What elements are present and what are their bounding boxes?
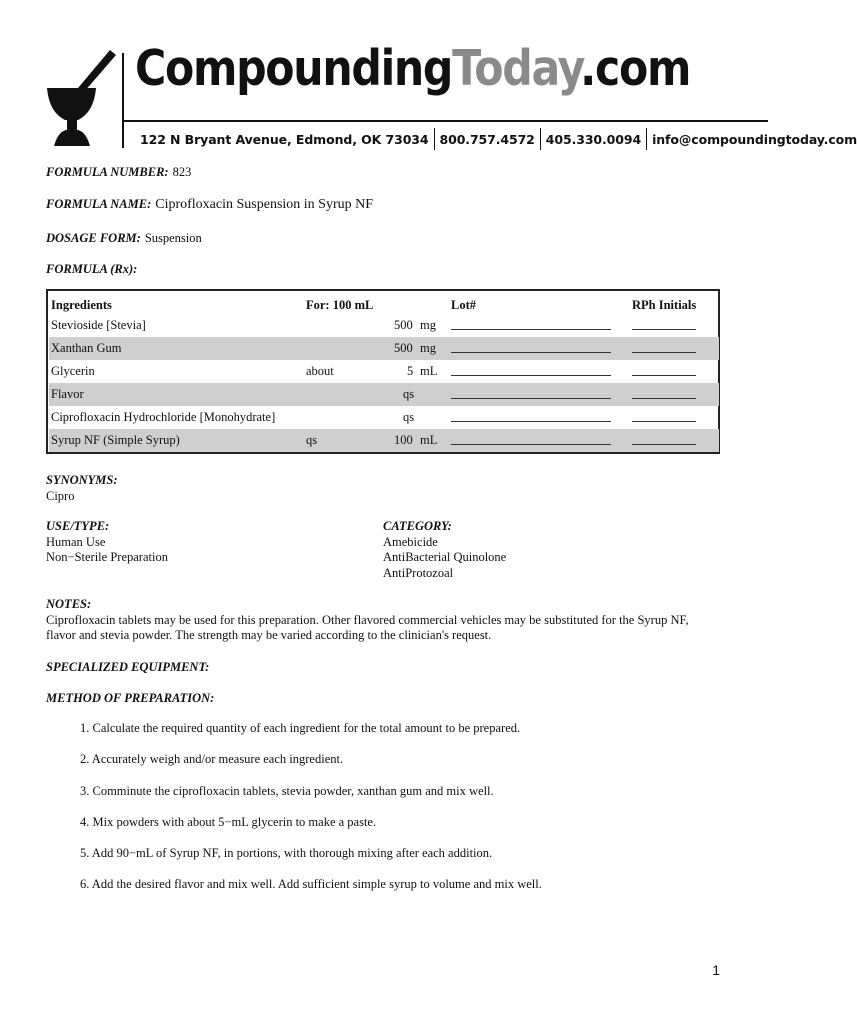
header-divider-horizontal bbox=[124, 120, 768, 122]
dosage-form-value: Suspension bbox=[144, 231, 202, 245]
table-row bbox=[49, 337, 719, 360]
col-header-ingredients: Ingredients bbox=[51, 298, 112, 312]
ingredient-unit: mg bbox=[420, 341, 436, 355]
ingredient-unit: mL bbox=[420, 433, 438, 447]
ingredients-table bbox=[46, 289, 720, 454]
category-item: AntiBacterial Quinolone bbox=[383, 550, 507, 565]
contact-separator bbox=[646, 128, 647, 150]
category-label: CATEGORY: bbox=[383, 519, 452, 533]
formula-name bbox=[46, 195, 373, 213]
col-header-for: For: 100 mL bbox=[306, 298, 374, 312]
ingredient-amount: 100 bbox=[394, 433, 413, 447]
rph-blank[interactable] bbox=[632, 398, 696, 399]
contact-line bbox=[140, 128, 857, 150]
table-row bbox=[49, 406, 719, 429]
ingredient-amount: 500 bbox=[394, 341, 413, 355]
method-step: 2. Accurately weigh and/or measure each ingredient. bbox=[80, 752, 344, 766]
ingredient-amount: qs bbox=[403, 410, 415, 424]
formula-number bbox=[46, 163, 191, 181]
formula-number-label: FORMULA NUMBER: bbox=[46, 165, 169, 179]
col-header-lot: Lot# bbox=[451, 298, 476, 312]
email-link[interactable]: info@compoundingtoday.com bbox=[652, 131, 857, 147]
method-label: METHOD OF PREPARATION: bbox=[46, 691, 215, 705]
lot-blank[interactable] bbox=[451, 421, 611, 422]
method-step: 5. Add 90−mL of Syrup NF, in portions, with thorough mixing after each addition. bbox=[80, 846, 493, 860]
brand-dotcom: .com bbox=[580, 40, 691, 97]
lot-blank[interactable] bbox=[451, 329, 611, 330]
formula-rx bbox=[46, 260, 137, 278]
specialized-equipment-label: SPECIALIZED EQUIPMENT: bbox=[46, 660, 210, 674]
ingredient-name: Glycerin bbox=[51, 364, 95, 378]
category-item: AntiProtozoal bbox=[383, 565, 454, 580]
formula-number-value: 823 bbox=[172, 165, 192, 179]
formula-name-label: FORMULA NAME: bbox=[46, 197, 152, 211]
table-row bbox=[49, 360, 719, 383]
method-step: 4. Mix powders with about 5−mL glycerin to make a paste. bbox=[80, 815, 377, 829]
lot-blank[interactable] bbox=[451, 352, 611, 353]
category-item: Amebicide bbox=[383, 534, 438, 549]
brand-logotype bbox=[135, 40, 691, 97]
ingredient-amount: 500 bbox=[394, 318, 413, 332]
table-row bbox=[49, 314, 719, 337]
ingredient-amount: qs bbox=[403, 387, 415, 401]
notes-label: NOTES: bbox=[46, 597, 92, 611]
method-step: 6. Add the desired flavor and mix well. Add sufficient simple syrup to volume and mix well. bbox=[80, 877, 542, 891]
lot-blank[interactable] bbox=[451, 444, 611, 445]
synonyms-section bbox=[46, 473, 118, 504]
ingredient-name: Flavor bbox=[51, 387, 84, 401]
notes-line: flavor and stevia powder. The strength may be varied according to the clinician's request. bbox=[46, 628, 492, 643]
mortar-pestle-logo bbox=[44, 48, 118, 148]
contact-separator bbox=[540, 128, 541, 150]
ingredient-name: Xanthan Gum bbox=[51, 341, 122, 355]
brand-compounding: Compounding bbox=[135, 40, 453, 97]
dosage-form bbox=[46, 229, 202, 247]
use-type-item: Human Use bbox=[46, 534, 106, 549]
method-heading bbox=[46, 689, 214, 707]
category-section bbox=[383, 519, 506, 581]
address: 122 N Bryant Avenue, Edmond, OK 73034 bbox=[140, 131, 429, 147]
ingredient-name: Syrup NF (Simple Syrup) bbox=[51, 433, 180, 447]
ingredient-amount: 5 bbox=[407, 364, 414, 378]
ingredient-name: Stevioside [Stevia] bbox=[51, 318, 146, 332]
page-number: 1 bbox=[712, 962, 720, 978]
ingredient-unit: mL bbox=[420, 364, 438, 378]
ingredient-unit: mg bbox=[420, 318, 436, 332]
lot-blank[interactable] bbox=[451, 375, 611, 376]
ingredient-qualifier: qs bbox=[306, 433, 318, 447]
phone-1: 800.757.4572 bbox=[439, 131, 535, 147]
rph-blank[interactable] bbox=[632, 375, 696, 376]
rph-blank[interactable] bbox=[632, 352, 696, 353]
header-divider-vertical bbox=[122, 53, 124, 148]
notes-line: Ciprofloxacin tablets may be used for this preparation. Other flavored commercial vehicles may be substituted for the Syrup NF, bbox=[46, 612, 689, 627]
lot-blank[interactable] bbox=[451, 398, 611, 399]
method-step: 3. Comminute the ciprofloxacin tablets, stevia powder, xanthan gum and mix well. bbox=[80, 784, 494, 798]
formula-rx-label: FORMULA (Rx): bbox=[46, 262, 138, 276]
use-type-label: USE/TYPE: bbox=[46, 519, 110, 533]
use-type-item: Non−Sterile Preparation bbox=[46, 550, 168, 565]
specialized-equipment bbox=[46, 658, 209, 676]
synonym-item: Cipro bbox=[46, 488, 75, 503]
synonyms-label: SYNONYMS: bbox=[46, 473, 118, 487]
table-row bbox=[49, 383, 719, 406]
rph-blank[interactable] bbox=[632, 329, 696, 330]
col-header-rph: RPh Initials bbox=[632, 298, 697, 312]
rph-blank[interactable] bbox=[632, 421, 696, 422]
rph-blank[interactable] bbox=[632, 444, 696, 445]
contact-separator bbox=[434, 128, 435, 150]
phone-2: 405.330.0094 bbox=[545, 131, 642, 147]
use-type-section bbox=[46, 519, 168, 566]
formula-name-value: Ciprofloxacin Suspension in Syrup NF bbox=[155, 197, 374, 212]
ingredient-name: Ciprofloxacin Hydrochloride [Monohydrate] bbox=[51, 410, 276, 424]
dosage-form-label: DOSAGE FORM: bbox=[46, 231, 141, 245]
brand-today: Today bbox=[452, 40, 581, 97]
notes-section bbox=[46, 597, 726, 644]
method-step: 1. Calculate the required quantity of each ingredient for the total amount to be prepared. bbox=[80, 721, 521, 735]
ingredient-qualifier: about bbox=[306, 364, 334, 378]
table-row bbox=[49, 429, 719, 452]
